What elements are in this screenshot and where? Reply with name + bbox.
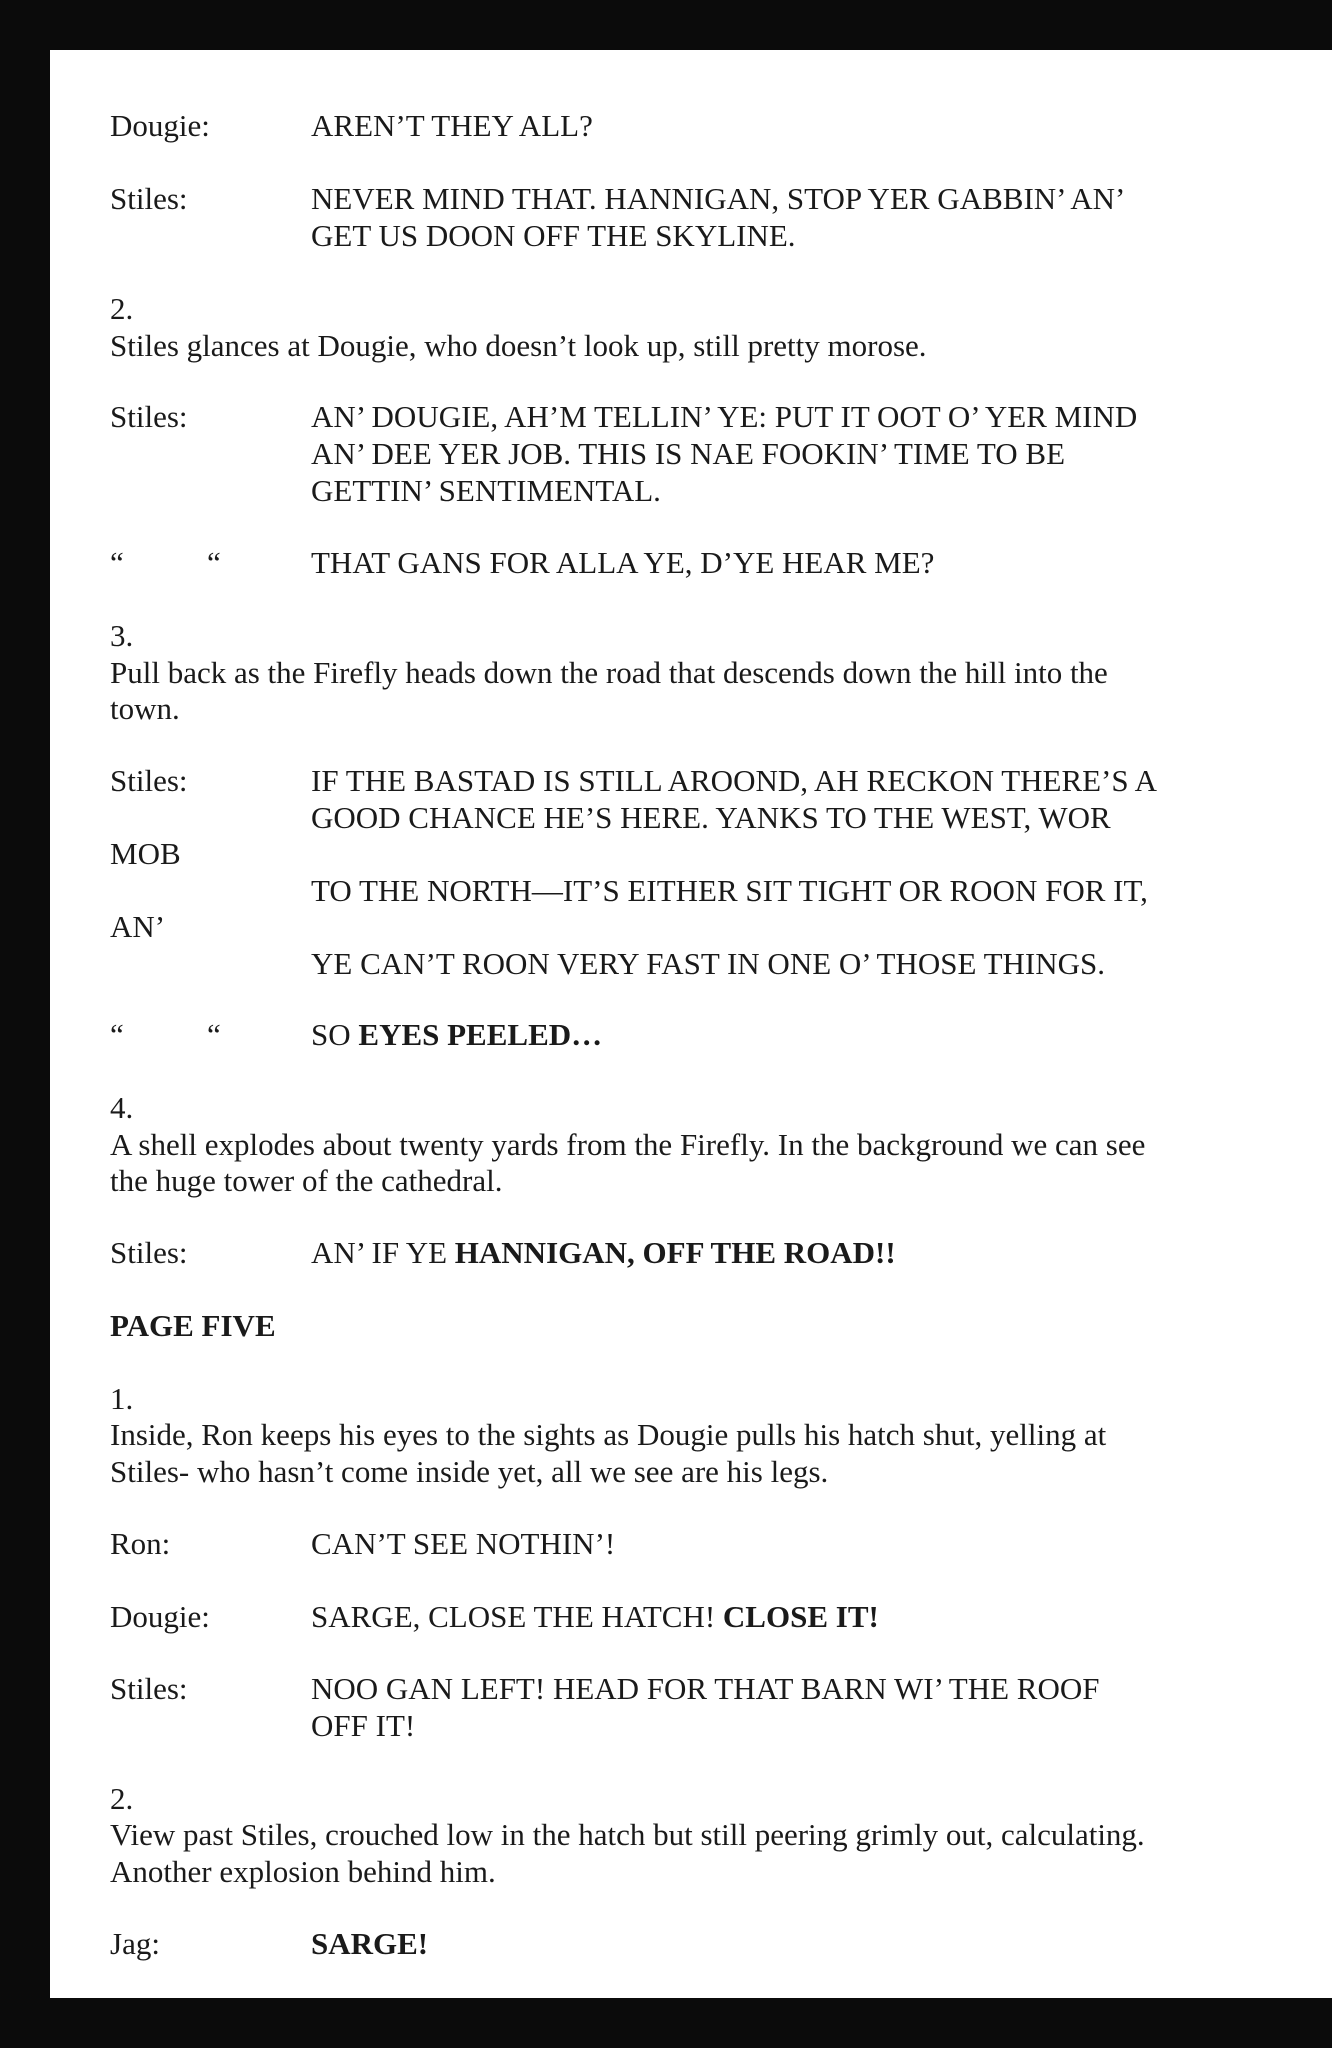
stray-word: AN’ [110,909,166,944]
dialogue-line [311,1234,896,1271]
dialogue-line: AREN’T THEY ALL? [311,108,593,143]
panel-number: 2. [110,1781,134,1816]
page-heading: PAGE FIVE [110,1308,276,1343]
stray-word: MOB [110,836,181,871]
dialogue-line: GETTIN’ SENTIMENTAL. [311,473,661,508]
action-line: Pull back as the Firefly heads down the road that descends down the hill into the [110,655,1108,690]
panel-number: 2. [110,291,134,326]
dialogue-bold: CLOSE IT! [722,1599,879,1634]
dialogue-line: IF THE BASTAD IS STILL AROOND, AH RECKON THERE’S A [311,763,1158,798]
speaker-label: Stiles: [110,399,188,434]
dialogue-line: NEVER MIND THAT. HANNIGAN, STOP YER GABBIN’ AN’ [311,181,1126,216]
script-page [50,50,1332,1998]
ditto-mark: “ [110,1017,124,1052]
action-line: View past Stiles, crouched low in the hatch but still peering grimly out, calculating. [110,1817,1145,1852]
dialogue-line: TO THE NORTH—IT’S EITHER SIT TIGHT OR ROON FOR IT, [311,873,1148,908]
panel-number: 1. [110,1381,134,1416]
dialogue-plain: AN’ IF YE [311,1235,455,1270]
dialogue-line: GET US DOON OFF THE SKYLINE. [311,218,796,253]
action-line: Inside, Ron keeps his eyes to the sights as Dougie pulls his hatch shut, yelling at [110,1417,1107,1452]
dialogue-line [311,1016,602,1053]
speaker-label: Ron: [110,1526,171,1561]
dialogue-line: YE CAN’T ROON VERY FAST IN ONE O’ THOSE THINGS. [311,946,1105,981]
speaker-label: Stiles: [110,763,188,798]
action-line: Stiles glances at Dougie, who doesn’t look up, still pretty morose. [110,328,927,363]
dialogue-bold: HANNIGAN, OFF THE ROAD!! [454,1235,896,1270]
dialogue-plain: SARGE, CLOSE THE HATCH! [311,1599,723,1634]
dialogue-bold: EYES PEELED… [358,1017,603,1052]
speaker-label: Jag: [110,1926,160,1961]
dialogue-line: GOOD CHANCE HE’S HERE. YANKS TO THE WEST, WOR [311,800,1111,835]
dialogue-line: AN’ DEE YER JOB. THIS IS NAE FOOKIN’ TIME TO BE [311,436,1066,471]
dialogue-line: THAT GANS FOR ALLA YE, D’YE HEAR ME? [311,545,935,580]
action-line: Stiles- who hasn’t come inside yet, all we see are his legs. [110,1454,829,1489]
action-line: the huge tower of the cathedral. [110,1163,503,1198]
action-line: Another explosion behind him. [110,1854,496,1889]
dialogue-line: NOO GAN LEFT! HEAD FOR THAT BARN WI’ THE ROOF [311,1671,1100,1706]
panel-number: 4. [110,1090,134,1125]
speaker-label: Stiles: [110,1235,188,1270]
ditto-mark: “ [110,545,124,580]
panel-number: 3. [110,618,134,653]
action-line: A shell explodes about twenty yards from the Firefly. In the background we can see [110,1127,1146,1162]
speaker-label: Dougie: [110,108,210,143]
dialogue-line: AN’ DOUGIE, AH’M TELLIN’ YE: PUT IT OOT O’ YER MIND [311,399,1138,434]
speaker-label: Stiles: [110,1671,188,1706]
dialogue-line [311,1598,879,1635]
ditto-mark: “ [207,1017,221,1052]
dialogue-plain: SO [311,1017,359,1052]
speaker-label: Dougie: [110,1599,210,1634]
dialogue-line: OFF IT! [311,1708,416,1743]
action-line: town. [110,691,180,726]
dialogue-line: SARGE! [311,1926,429,1961]
dialogue-line: CAN’T SEE NOTHIN’! [311,1526,616,1561]
speaker-label: Stiles: [110,181,188,216]
ditto-mark: “ [207,545,221,580]
